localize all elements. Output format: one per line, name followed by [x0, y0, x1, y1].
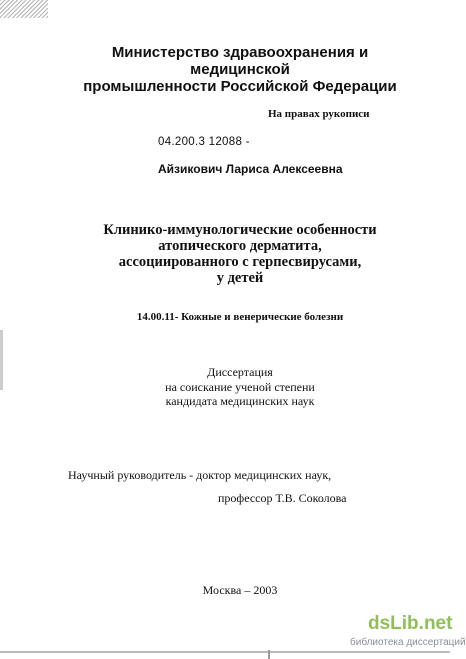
ministry-line: Министерство здравоохранения и медицинской	[111, 44, 369, 78]
degree-line: Диссертация	[207, 365, 273, 379]
author-name: Айзикович Лариса Алексеевна	[158, 162, 343, 176]
dissertation-degree	[70, 365, 410, 409]
title-line: атопического дерматита,	[158, 238, 322, 254]
watermark[interactable]	[350, 613, 466, 653]
ministry-line: промышленности Российской Федерации	[83, 78, 397, 95]
ministry-heading	[70, 44, 410, 95]
dissertation-title	[70, 222, 410, 286]
scan-noise	[0, 0, 48, 18]
scan-edge	[0, 330, 3, 390]
degree-line: на соискание ученой степени	[165, 379, 315, 394]
specialty-code: 14.00.11- Кожные и венерические болезни	[136, 311, 344, 323]
watermark-subtitle: библиотека диссертаций	[350, 637, 466, 648]
title-line: у детей	[216, 270, 264, 286]
watermark-brand[interactable]: dsLib.net	[368, 613, 453, 634]
degree-line: кандидата медицинских наук	[165, 394, 315, 408]
scan-mark	[268, 650, 270, 659]
registration-number-stamp: 04.200.3 12088 -	[158, 136, 250, 148]
supervisor-name: профессор Т.В. Соколова	[218, 491, 347, 505]
supervisor-role: Научный руководитель - доктор медицинских наук,	[68, 468, 332, 482]
title-line: Клинико-иммунологические особенности	[103, 222, 377, 238]
title-line: ассоциированного с герпесвирусами,	[118, 254, 362, 270]
city-year: Москва – 2003	[202, 583, 278, 597]
manuscript-rights-label: На правах рукописи	[268, 108, 370, 120]
